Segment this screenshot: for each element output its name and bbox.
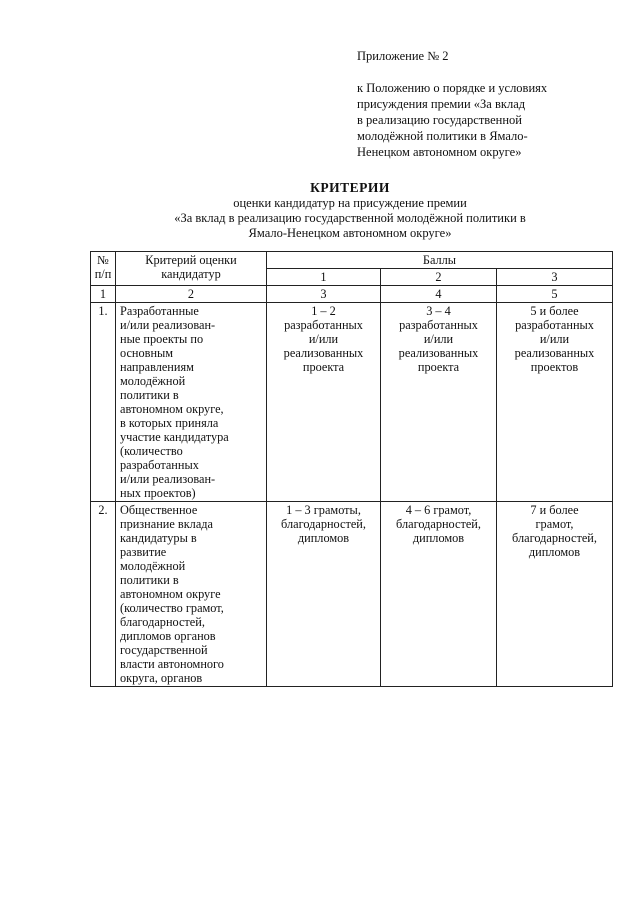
- points-line: дипломов: [528, 545, 581, 559]
- points-line: разработанных: [284, 318, 363, 332]
- criterion-line: и/или реализован-: [120, 472, 216, 486]
- criterion-cell: [116, 303, 267, 502]
- criterion-cell: [116, 502, 267, 687]
- points-line: разработанных: [515, 318, 594, 332]
- points-line: реализованных: [283, 346, 364, 360]
- points-2-cell: [381, 303, 497, 502]
- points-line: 1 – 3 грамоты,: [286, 503, 361, 517]
- row-number: 1.: [91, 303, 116, 502]
- criterion-line: разработанных: [120, 458, 199, 472]
- criterion-line: участие кандидатура: [120, 430, 229, 444]
- points-line: проектов: [530, 360, 579, 374]
- criterion-line: направлениям: [120, 360, 194, 374]
- points-line: проекта: [417, 360, 460, 374]
- criterion-line: государственной: [120, 643, 208, 657]
- points-line: 7 и более: [530, 503, 579, 517]
- column-number: 2: [116, 286, 267, 303]
- criterion-line: политики в: [120, 573, 179, 587]
- points-line: дипломов: [297, 531, 350, 545]
- points-line: реализованных: [398, 346, 479, 360]
- criterion-line: автономном округе,: [120, 402, 224, 416]
- subtitle-line: «За вклад в реализацию государственной молодёжной политики в: [174, 211, 526, 225]
- criterion-line: молодёжной: [120, 374, 186, 388]
- criteria-table: [90, 251, 613, 687]
- appendix-number: Приложение № 2: [357, 49, 449, 63]
- column-number: 1: [91, 286, 116, 303]
- subtitle-line: Ямало-Ненецком автономном округе»: [248, 226, 452, 240]
- criterion-line: благодарностей,: [120, 615, 205, 629]
- header-point-col: 3: [497, 269, 613, 286]
- points-line: благодарностей,: [396, 517, 481, 531]
- header-points-cell: Баллы: [267, 252, 613, 269]
- points-1-cell: [267, 502, 381, 687]
- column-number: 4: [381, 286, 497, 303]
- header-point-col: 2: [381, 269, 497, 286]
- header-num-cell: [91, 252, 116, 286]
- points-line: проекта: [302, 360, 345, 374]
- column-number-row: [91, 286, 613, 303]
- row-number: 2.: [91, 502, 116, 687]
- points-line: и/или: [423, 332, 454, 346]
- points-3-cell: [497, 502, 613, 687]
- points-line: грамот,: [535, 517, 574, 531]
- criterion-line: ных проектов): [120, 486, 196, 500]
- criterion-line: ные проекты по: [120, 332, 204, 346]
- criterion-line: Общественное: [120, 503, 198, 517]
- appendix-line: Ненецком автономном округе»: [357, 145, 522, 159]
- points-line: разработанных: [399, 318, 478, 332]
- header-num-line: п/п: [94, 267, 112, 281]
- points-line: и/или: [308, 332, 339, 346]
- criterion-line: дипломов органов: [120, 629, 216, 643]
- subtitle-line: оценки кандидатур на присуждение премии: [233, 196, 467, 210]
- points-line: 1 – 2: [311, 304, 336, 318]
- points-line: 5 и более: [530, 304, 579, 318]
- points-line: 3 – 4: [426, 304, 451, 318]
- points-line: благодарностей,: [512, 531, 597, 545]
- document-title: КРИТЕРИИ: [310, 180, 390, 195]
- criterion-line: автономном округе: [120, 587, 221, 601]
- points-3-cell: [497, 303, 613, 502]
- criterion-line: (количество грамот,: [120, 601, 224, 615]
- criterion-line: в которых приняла: [120, 416, 219, 430]
- criterion-line: политики в: [120, 388, 179, 402]
- header-num-line: №: [97, 253, 109, 267]
- appendix-line: к Положению о порядке и условиях: [357, 81, 548, 95]
- criterion-line: основным: [120, 346, 174, 360]
- header-criterion-cell: [116, 252, 267, 286]
- points-line: и/или: [539, 332, 570, 346]
- appendix-block: [357, 48, 617, 160]
- points-1-cell: [267, 303, 381, 502]
- header-point-col: 1: [267, 269, 381, 286]
- table-row: [91, 502, 613, 687]
- points-line: реализованных: [514, 346, 595, 360]
- appendix-line: молодёжной политики в Ямало-: [357, 129, 528, 143]
- criterion-line: признание вклада: [120, 517, 213, 531]
- header-row: [91, 252, 613, 269]
- points-2-cell: [381, 502, 497, 687]
- table-row: [91, 303, 613, 502]
- appendix-line: в реализацию государственной: [357, 113, 522, 127]
- column-number: 5: [497, 286, 613, 303]
- appendix-line: присуждения премии «За вклад: [357, 97, 526, 111]
- header-criterion-line: кандидатур: [161, 267, 221, 281]
- criterion-line: власти автономного: [120, 657, 224, 671]
- points-line: дипломов: [412, 531, 465, 545]
- criterion-line: развитие: [120, 545, 167, 559]
- criterion-line: и/или реализован-: [120, 318, 216, 332]
- points-line: благодарностей,: [281, 517, 366, 531]
- document-heading: [100, 180, 600, 241]
- criterion-line: кандидатуры в: [120, 531, 197, 545]
- criterion-line: (количество: [120, 444, 183, 458]
- header-criterion-line: Критерий оценки: [145, 253, 237, 267]
- column-number: 3: [267, 286, 381, 303]
- criterion-line: Разработанные: [120, 304, 199, 318]
- criterion-line: молодёжной: [120, 559, 186, 573]
- points-line: 4 – 6 грамот,: [405, 503, 472, 517]
- criterion-line: округа, органов: [120, 671, 203, 685]
